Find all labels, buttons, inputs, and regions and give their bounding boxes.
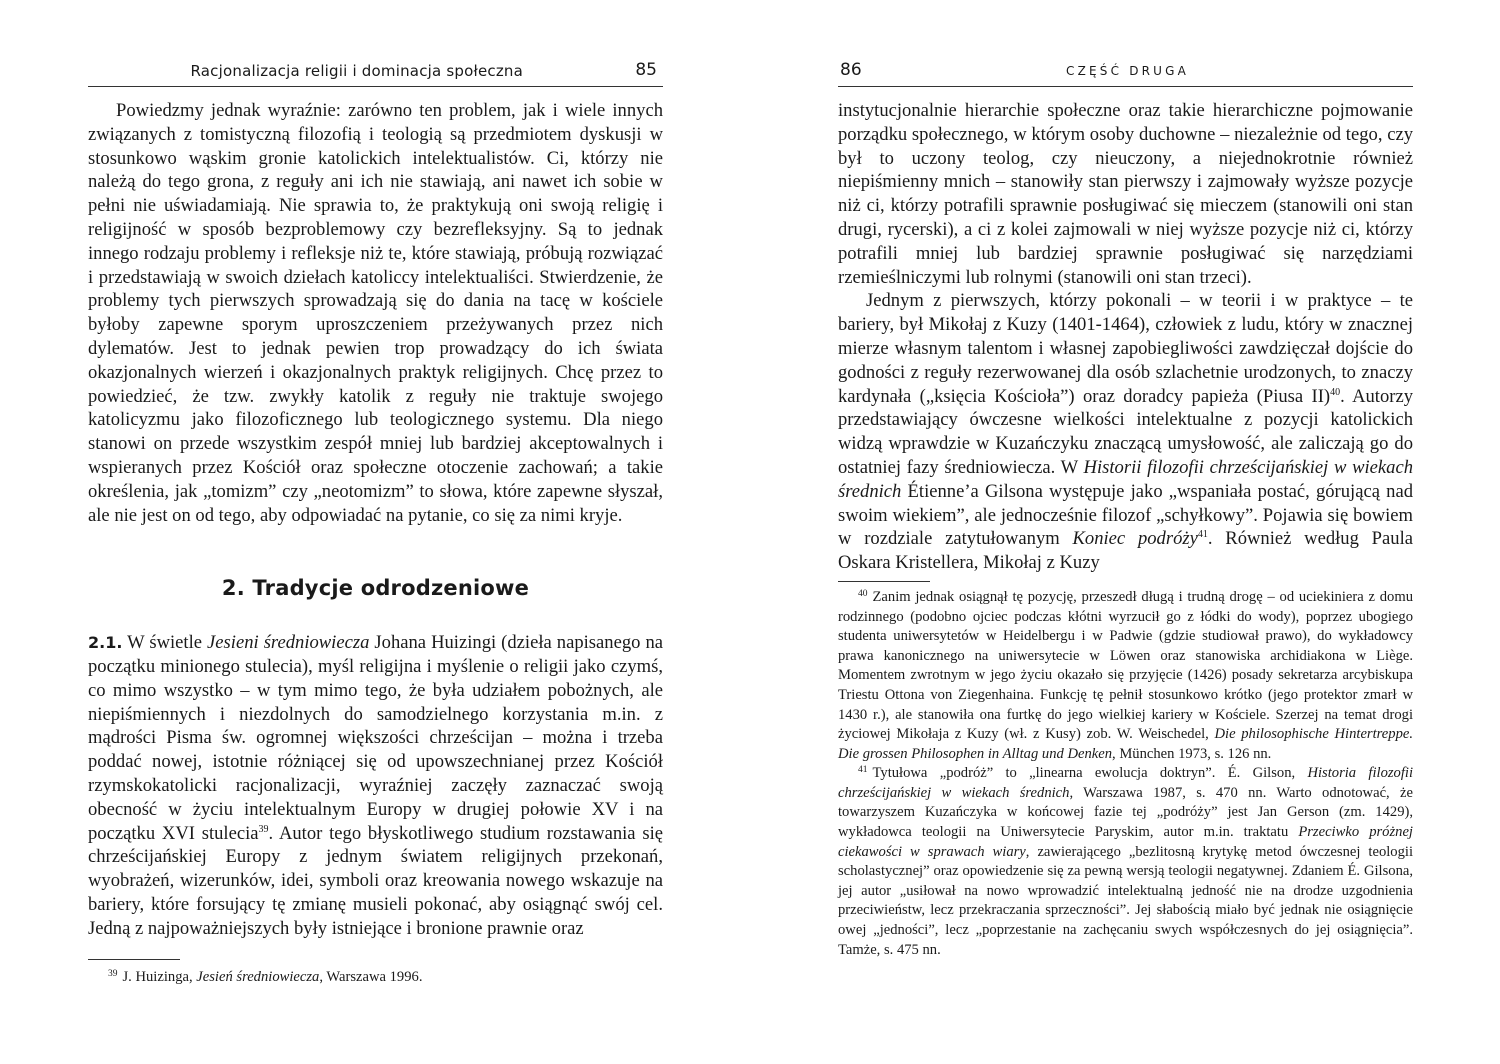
italic-title: Koniec podróży [1072,528,1198,550]
text-run: . Również według Paula Oskara Kristellera, Mikołaj z Kuzy [838,528,1413,574]
text-run: . Autorzy przedstawiający ówczesne wielkości intelektualne z pozycji katolickich widzą wprawdzie w Kuzańczyku znaczącą umysłowość, ale zaliczają go do ostatniej fazy średniowiecza. W [838,385,1413,478]
footnote-separator [88,959,180,960]
text-run: Johana Huizingi (dzieła napisanego na początku minionego stulecia), myśl religijna i myślenie o religii jako czymś, co mimo wszystko – w tym mimo tego, że była udziałem pobożnych, ale niepiśmiennych i niezdolnych do samodzielnego korzystania m.in. z mądrości Pisma św. ogromnej większości chrześcijan – można i trzeba poddać nowej, istotnie różniącej się od upowszechnianej przez Kościół rzymskokatolicki racjonalizacji, wyraźniej zaczęły zaznaczać swoją obecność w życiu intelektualnym Europy w drugiej połowie XV i na początku XVI stulecia [88,632,663,844]
footnote-separator [838,581,930,582]
body-paragraph [838,289,1413,575]
page-number: 86 [840,60,862,80]
footnote-number: 41 [858,765,868,776]
left-body-text [88,99,663,941]
footnote [88,968,663,988]
footnote-reference[interactable]: 40 [1330,386,1341,398]
footnotes [88,968,663,988]
section-heading: 2. Tradycje odrodzeniowe [221,576,530,601]
text-run: Étienne’a Gilsona występuje jako „wspaniała postać, górującą nad swoim wiekiem”, ale jednocześnie filozof „schyłkowy”. Pojawia się bowiem w rozdziale zatytułowanym [838,480,1413,550]
text-run: Jednym z pierwszych, którzy pokonali – w teorii i w praktyce – te bariery, był Mikołaj z Kuzy (1401-1464), człowiek z ludu, który w znacznej mierze własnym talentom i własnej zapobiegliwości zawdzięczał dojście do godności z reguły rezerwowanej dla osób szlachetnie urodzonych, to znaczy kardynała („księcia Kościoła”) oraz doradcy papieża (Piusa II) [838,290,1413,407]
italic-title: Historii filozofii chrześcijańskiej w wiekach średnich [838,456,1413,502]
italic-title: Jesieni średniowiecza [207,632,370,654]
text-run: Zanim jednak osiągnął tę pozycję, przeszedł długą i trudną drogę – od uciekiniera z domu rodzinnego (podobno ojciec podczas kłótni wyrzucił go z łódki do wody), poprzez ubogiego studenta uniwersytetów w Heidelbergu i w Padwie (gdzie studiował prawo), do wykładowcy prawa kanonicznego na uniwersytecie w Löwen oraz stanowiska archidiakona w Liège. Momentem zwrotnym w jego życiu okazało się przyjęcie (1426) posady sekretarza arcybiskupa Triestu Ottona von Ziegenhaina. Funkcję tę pełnił stosunkowo krótko (jego protektor zmarł w 1430 r.), ale stanowiła ona furtkę do jego wielkiej kariery w Kościele. Szerzej na temat drogi życiowej Mikołaja z Kuzy (wł. z Kusy) zob. W. Weischedel, [838,588,1413,743]
body-paragraph: Powiedzmy jednak wyraźnie: zarówno ten problem, jak i wiele innych związanych z tomistyczną filozofią i teologią są przedmiotem dyskusji w stosunkowo wąskim gronie katolickich intelektualistów. Ci, którzy nie należą do tego grona, z reguły ani ich nie stawiają, ani nawet ich sobie w pełni nie uświadamiają. Nie sprawia to, że praktykują oni swoją religię i religijność w sposób bezproblemowy czy bezrefleksyjny. Są to jednak innego rodzaju problemy i refleksje niż te, które stawiają, próbują rozwiązać i przedstawiają w swoich dziełach katoliccy intelektualiści. Stwierdzenie, że problemy tych pierwszych sprowadzają się do dania na tacę w kościele byłoby zapewne sporym uproszczeniem przeżywanych przez nich dylematów. Jest to jednak pewien trop prowadzący do ich świata okazjonalnych wierzeń i okazjonalnych praktyk religijnych. Chcę przez to powiedzieć, że tzw. zwykły katolik z reguły nie traktuje swojego katolicyzmu jako filozoficznego lub teologicznego systemu. Dla niego stanowi on przede wszystkim zespół mniej lub bardziej akceptowalnych i wspieranych przez Kościół oraz społeczne otoczenie zachowań; a takie określenia, jak „tomizm” czy „neotomizm” to słowa, które zapewne słyszał, ale nie jest on od tego, aby odpowiadać na pytanie, co się za nimi kryje. [88,100,663,526]
text-run: . Autor tego błyskotliwego studium rozstawania się chrześcijańskiej Europy z jednym światem religijnych przekonań, wyobrażeń, wizerunków, idei, symboli oraz kreowania nowego wskazuje na bariery, które forsujący tę zmianę musieli pokonać, aby osiągnąć swój cel. Jedną z najpoważniejszych były istniejące i bronione prawnie oraz [88,822,663,939]
right-body-text [838,99,1413,575]
italic-title: Die philosophische Hintertreppe. Die grossen Philosophen in Alltag und Denken [838,726,1413,762]
text-run: , Warszawa 1987, s. 470 nn. Warto odnotować, że towarzyszem Kuzańczyka w końcowej fazie tej „podróży” jest Jan Gerson (zm. 1429), wykładowca teologii na Uniwersytecie Paryskim, autor m.in. traktatu [838,784,1413,841]
italic-title: Przeciwko próżnej ciekawości w sprawach wiary [838,824,1413,860]
right-page-header [838,0,1413,87]
right-page [838,0,1413,960]
footnote-number: 40 [858,588,868,599]
footnote [838,588,1413,764]
footnote-number: 39 [108,968,118,979]
left-page-header [88,0,663,87]
footnote [838,764,1413,960]
text-run: , München 1973, s. 126 nn. [1112,745,1272,762]
text-run: , zawierającego „bezlitosną krytykę metod ówczesnej teologii scholastycznej” oraz opowiedzenie się za pewną wersją teologii negatywnej. Zdaniem É. Gilsona, jej autor „usiłował na nowo wprowadzić intelektualną jedność nie na drodze uzgodnienia przeciwieństw, lecz przekraczania sprzeczności”. Jej słabością miało być jednak nie osiągnięcie owej „jedności”, lecz „poprzestanie na zachęcaniu swych współczesnych do jej osiągnięcia”. Tamże, s. 475 nn. [838,843,1413,958]
footnote-reference[interactable]: 41 [1197,529,1208,541]
running-head: CZĘŚĆ DRUGA [1066,64,1190,78]
body-paragraph: instytucjonalnie hierarchie społeczne oraz takie hierarchiczne pojmowanie porządku społecznego, w którym osoby duchowne – niezależnie od tego, czy był to uczony teolog, czy nieuczony, a niejednokrotnie również niepiśmienny mnich – stanowiły stan pierwszy i zajmowały wyższe pozycje niż ci, którzy potrafili sprawnie posługiwać się mieczem (stanowili oni stan drugi, rycerski), a ci z kolei zajmowali w niej wyższe pozycje niż ci, którzy potrafili mniej lub bardziej sprawnie posługiwać się narzędziami rzemieślniczymi lub rolnymi (stanowili oni stan trzeci). [838,100,1413,288]
footnote-reference[interactable]: 39 [258,823,269,835]
page-number: 85 [635,60,657,80]
text-run: J. Huizinga, [122,968,197,985]
italic-title: Jesień średniowiecza [196,968,320,985]
italic-title: Historia filozofii chrześcijańskiej w wiekach średnich [838,765,1414,801]
left-page [88,0,663,987]
running-head: Racjonalizacja religii i dominacja społeczna [190,62,523,80]
footnotes [838,588,1413,960]
paragraph-number: 2.1. [88,633,123,653]
text-run: W świetle [122,632,208,654]
text-run: Tytułowa „podróż” to „linearna ewolucja doktryn”. É. Gilson, [872,765,1308,782]
body-paragraph [88,631,663,940]
text-run: , Warszawa 1996. [319,968,423,985]
